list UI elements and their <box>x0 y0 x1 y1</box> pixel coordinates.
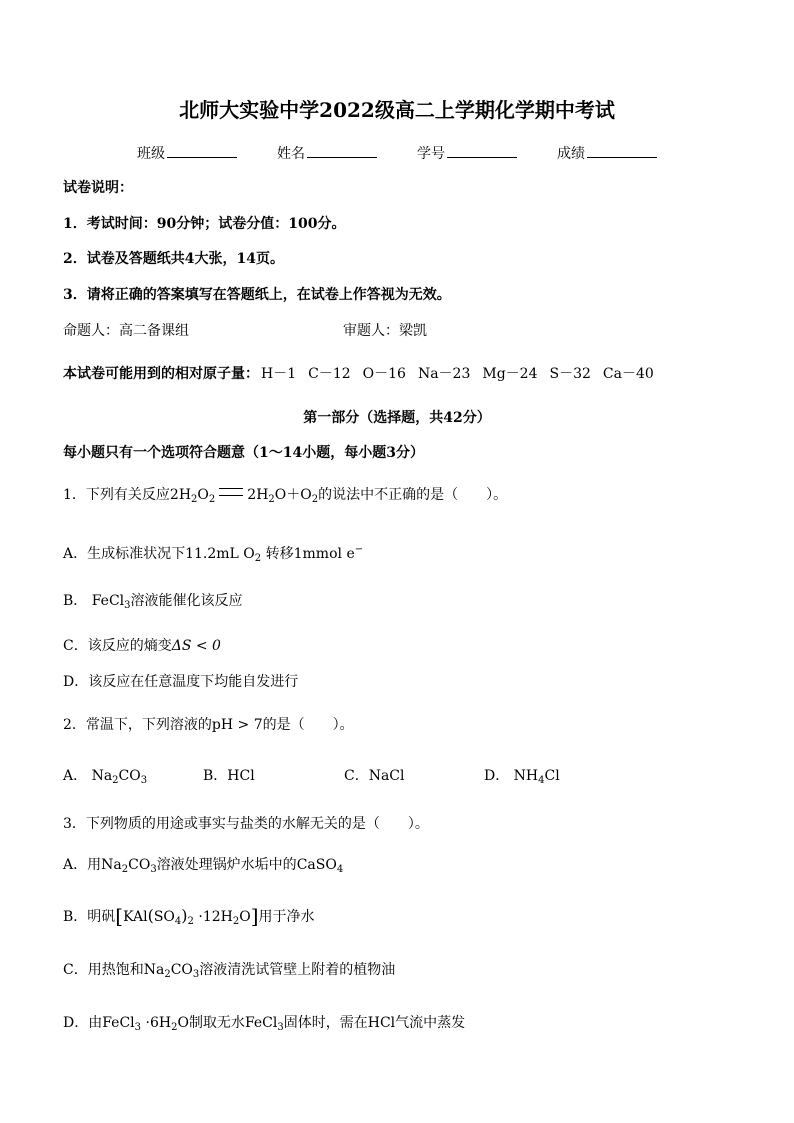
part1-heading: 第一部分（选择题，共42分） <box>303 410 491 426</box>
q3-c-text-1: C．用热饱和 <box>63 962 144 978</box>
q2-option-b[interactable]: B．HCl <box>203 768 255 784</box>
instruction-item-2: 2．试卷及答题纸共4大张，14页。 <box>63 251 284 267</box>
q1-a-text-2: 转移1mmol e <box>265 546 355 562</box>
q3-stem: 3．下列物质的用途或事实与盐类的水解无关的是（ ）。 <box>63 816 429 832</box>
q1-c-text: C．该反应的熵变 <box>63 638 172 654</box>
atomic-mass-label: 本试卷可能用到的相对原子量： <box>63 366 259 382</box>
q2-option-c[interactable]: C．NaCl <box>344 768 405 784</box>
q1-option-c[interactable] <box>63 636 221 656</box>
q3-option-b[interactable]: B．明矾$[KAl(SO_4)_2 \cdot 12H_2O]$用于净水 <box>63 904 315 928</box>
q2-stem-1: 2．常温下，下列溶液的 <box>63 717 212 733</box>
instructions-heading: 试卷说明： <box>63 180 133 196</box>
score-label: 成绩 <box>557 146 585 162</box>
q3-d-text-2: 制取无水 <box>188 1015 245 1031</box>
q1-b-text-1: B． FeCl <box>63 593 125 609</box>
q2-d-label: D． <box>484 768 510 784</box>
q2-stem-math: pH > 7 <box>211 717 263 733</box>
atomic-mass-o: O－16 <box>362 366 406 382</box>
class-blank[interactable] <box>167 143 237 158</box>
q1-suffix: 的说法中不正确的是（ ）。 <box>318 487 508 503</box>
setter-text: 命题人：高二备课组 <box>63 323 189 339</box>
q3-d-text-4: 气流中蒸发 <box>395 1015 466 1031</box>
student-id-label: 学号 <box>417 146 445 162</box>
q2-stem <box>63 715 354 735</box>
q3-a-text-2: 溶液处理锅炉水垢中的 <box>156 857 297 873</box>
class-field[interactable] <box>137 143 237 164</box>
score-blank[interactable] <box>587 143 657 158</box>
class-label: 班级 <box>137 146 165 162</box>
atomic-mass-s: S－32 <box>549 366 591 382</box>
q1-prefix: 1．下列有关反应 <box>63 487 170 503</box>
score-field[interactable] <box>557 143 657 164</box>
instruction-item-1: 1．考试时间：90分钟；试卷分值：100分。 <box>63 216 346 232</box>
atomic-mass-mg: Mg－24 <box>482 366 538 382</box>
instruction-item-3: 3．请将正确的答案填写在答题纸上，在试卷上作答视为无效。 <box>63 287 451 303</box>
q1-stem <box>63 485 507 510</box>
name-field[interactable] <box>277 143 377 164</box>
q3-b-text-2: 用于净水 <box>258 909 315 925</box>
q1-option-d[interactable]: D．该反应在任意温度下均能自发进行 <box>63 674 299 690</box>
q1-equation: $2H_2O_2$ $2H_2O+O_2$ <box>169 487 319 505</box>
q3-option-a[interactable]: A．用$Na_2CO_3$溶液处理锅炉水垢中的CaSO$_4$ <box>63 857 344 875</box>
name-label: 姓名 <box>277 146 305 162</box>
q3-d-text-3: 固体时，需在 <box>283 1015 368 1031</box>
name-blank[interactable] <box>307 143 377 158</box>
q3-a-text-1: A．用 <box>63 857 102 873</box>
q1-c-math: ΔS < 0 <box>171 638 221 654</box>
q1-a-text-1: A．生成标准状况下11.2mL O <box>63 546 255 562</box>
q1-option-a[interactable]: A．生成标准状况下11.2mL $O_2$ 转移1mmol e− <box>63 544 364 564</box>
q2-a-label: A． <box>63 768 88 784</box>
atomic-mass-c: C－12 <box>308 366 351 382</box>
reviewer-text: 审题人：梁凯 <box>343 323 427 339</box>
student-id-field[interactable] <box>417 143 517 164</box>
q3-d-text-1: D．由 <box>63 1015 103 1031</box>
atomic-mass-line <box>63 364 666 384</box>
page-title: 北师大实验中学2022级高二上学期化学期中考试 <box>179 98 615 122</box>
q2-option-d[interactable]: D． $NH_4Cl$ <box>484 768 560 786</box>
student-id-blank[interactable] <box>447 143 517 158</box>
atomic-mass-h: H－1 <box>261 366 297 382</box>
q1-b-text-2: 溶液能催化该反应 <box>130 593 243 609</box>
q2-option-a[interactable]: A． $Na_2CO_3$ <box>63 768 148 786</box>
q3-c-text-2: 溶液清洗试管壁上附着的植物油 <box>199 962 396 978</box>
q3-option-d[interactable]: D．由FeCl$_3$ $\cdot 6H_2O$制取无水FeCl$_3$固体时，需在HCl气流中蒸发 <box>63 1015 466 1033</box>
q1-option-b[interactable]: B． FeCl$_3$溶液能催化该反应 <box>63 593 243 611</box>
q3-b-text-1: B．明矾 <box>63 909 116 925</box>
q3-option-c[interactable]: C．用热饱和$Na_2CO_3$溶液清洗试管壁上附着的植物油 <box>63 962 396 980</box>
atomic-mass-ca: Ca－40 <box>602 366 654 382</box>
q2-stem-2: 的是（ ）。 <box>262 717 354 733</box>
part1-instruction: 每小题只有一个选项符合题意（1～14小题，每小题3分） <box>63 445 424 461</box>
atomic-mass-na: Na－23 <box>417 366 471 382</box>
